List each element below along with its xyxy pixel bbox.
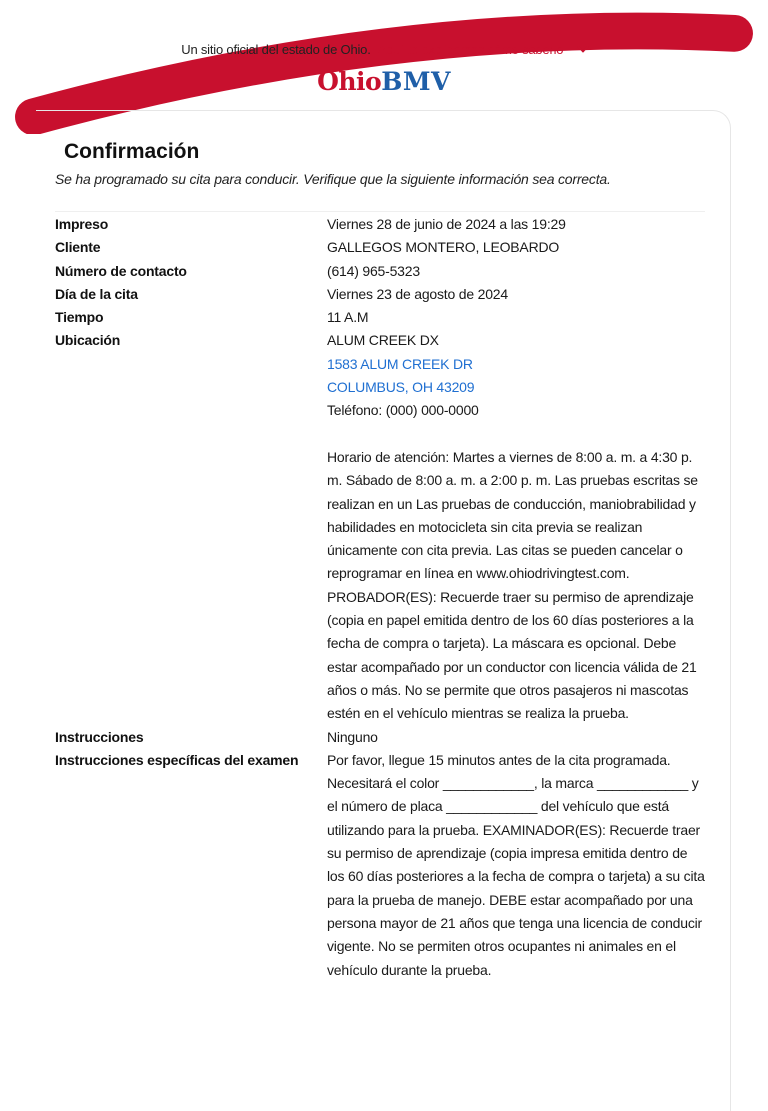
ohio-bmv-logo[interactable] <box>0 66 768 98</box>
detail-value-location <box>327 329 705 725</box>
chevron-down-icon[interactable] <box>577 41 588 52</box>
location-address-line2-link[interactable]: COLUMBUS, OH 43209 <box>327 379 475 396</box>
detail-label: Ubicación <box>55 332 121 349</box>
detail-label: Instrucciones específicas del examen <box>55 751 299 768</box>
location-phone: Teléfono: (000) 000-0000 <box>327 402 479 419</box>
detail-row-time <box>55 306 705 329</box>
detail-row-client <box>55 236 705 259</box>
page-title: Confirmación <box>64 140 200 163</box>
detail-value: GALLEGOS MONTERO, LEOBARDO <box>327 239 560 256</box>
logo-ohio-text: Ohio <box>317 67 382 96</box>
detail-row-exam-instructions <box>55 749 705 982</box>
appointment-details-table <box>55 211 705 982</box>
detail-label: Cliente <box>55 239 101 256</box>
logo-bmv-text: BMV <box>381 67 451 96</box>
spacer <box>327 423 705 446</box>
detail-value: Ninguno <box>327 728 378 745</box>
how-to-know-link[interactable]: Aquí te explicamos cómo saberlo <box>378 42 564 57</box>
official-site-banner <box>0 42 768 57</box>
detail-row-location <box>55 329 705 725</box>
detail-row-printed <box>55 212 705 236</box>
location-address-line1-link[interactable]: 1583 ALUM CREEK DR <box>327 355 473 372</box>
detail-label: Día de la cita <box>55 285 138 302</box>
detail-value: Viernes 28 de junio de 2024 a las 19:29 <box>327 216 566 232</box>
location-hours: Horario de atención: Martes a viernes de 8:00 a. m. a 4:30 p. m. Sábado de 8:00 a. m. a 2:00 p. m. Las pruebas escritas se realizan en un Las pruebas de conducción, maniobrabilidad y habilidades en motocicleta sin cita previa se realizan únicamente con cita previa. Las citas se pueden cancelar o reprogramar en línea en www.ohiodrivingtest.com. PROBADOR(ES): Recuerde traer su permiso de aprendizaje (copia en papel emitida dentro de los 60 días posteriores a la fecha de compra o tarjeta). La máscara es opcional. Debe estar acompañado por un conductor con licencia válida de 21 años o más. No se permite que otros pasajeros ni mascotas estén en el vehículo mientras se realiza la prueba. <box>327 448 698 722</box>
detail-row-instructions <box>55 726 705 749</box>
detail-value: (614) 965-5323 <box>327 262 420 279</box>
detail-label: Número de contacto <box>55 262 187 279</box>
detail-value: 11 A.M <box>327 309 369 326</box>
detail-value: Viernes 23 de agosto de 2024 <box>327 285 508 302</box>
official-site-text: Un sitio oficial del estado de Ohio. <box>181 42 371 57</box>
detail-row-appointment-day <box>55 283 705 306</box>
detail-row-contact <box>55 260 705 283</box>
detail-label: Instrucciones <box>55 728 144 745</box>
page-subtitle: Se ha programado su cita para conducir. Verifique que la siguiente información sea correcta. <box>55 171 611 187</box>
detail-value: Por favor, llegue 15 minutos antes de la cita programada. Necesitará el color ____________, la marca ____________ y el número de placa ____________ del vehículo que está utilizando para la prueba. EXAMINADOR(ES): Recuerde traer su permiso de aprendizaje (copia impresa emitida dentro de los 60 días posteriores a la fecha de compra o tarjeta) a su cita para la prueba de manejo. DEBE estar acompañado por una persona mayor de 21 años que tenga una licencia de conducir vigente. No se permiten otros ocupantes ni animales en el vehículo durante la prueba. <box>327 751 705 978</box>
location-name: ALUM CREEK DX <box>327 332 439 349</box>
detail-label: Tiempo <box>55 309 104 326</box>
detail-label: Impreso <box>55 216 109 232</box>
